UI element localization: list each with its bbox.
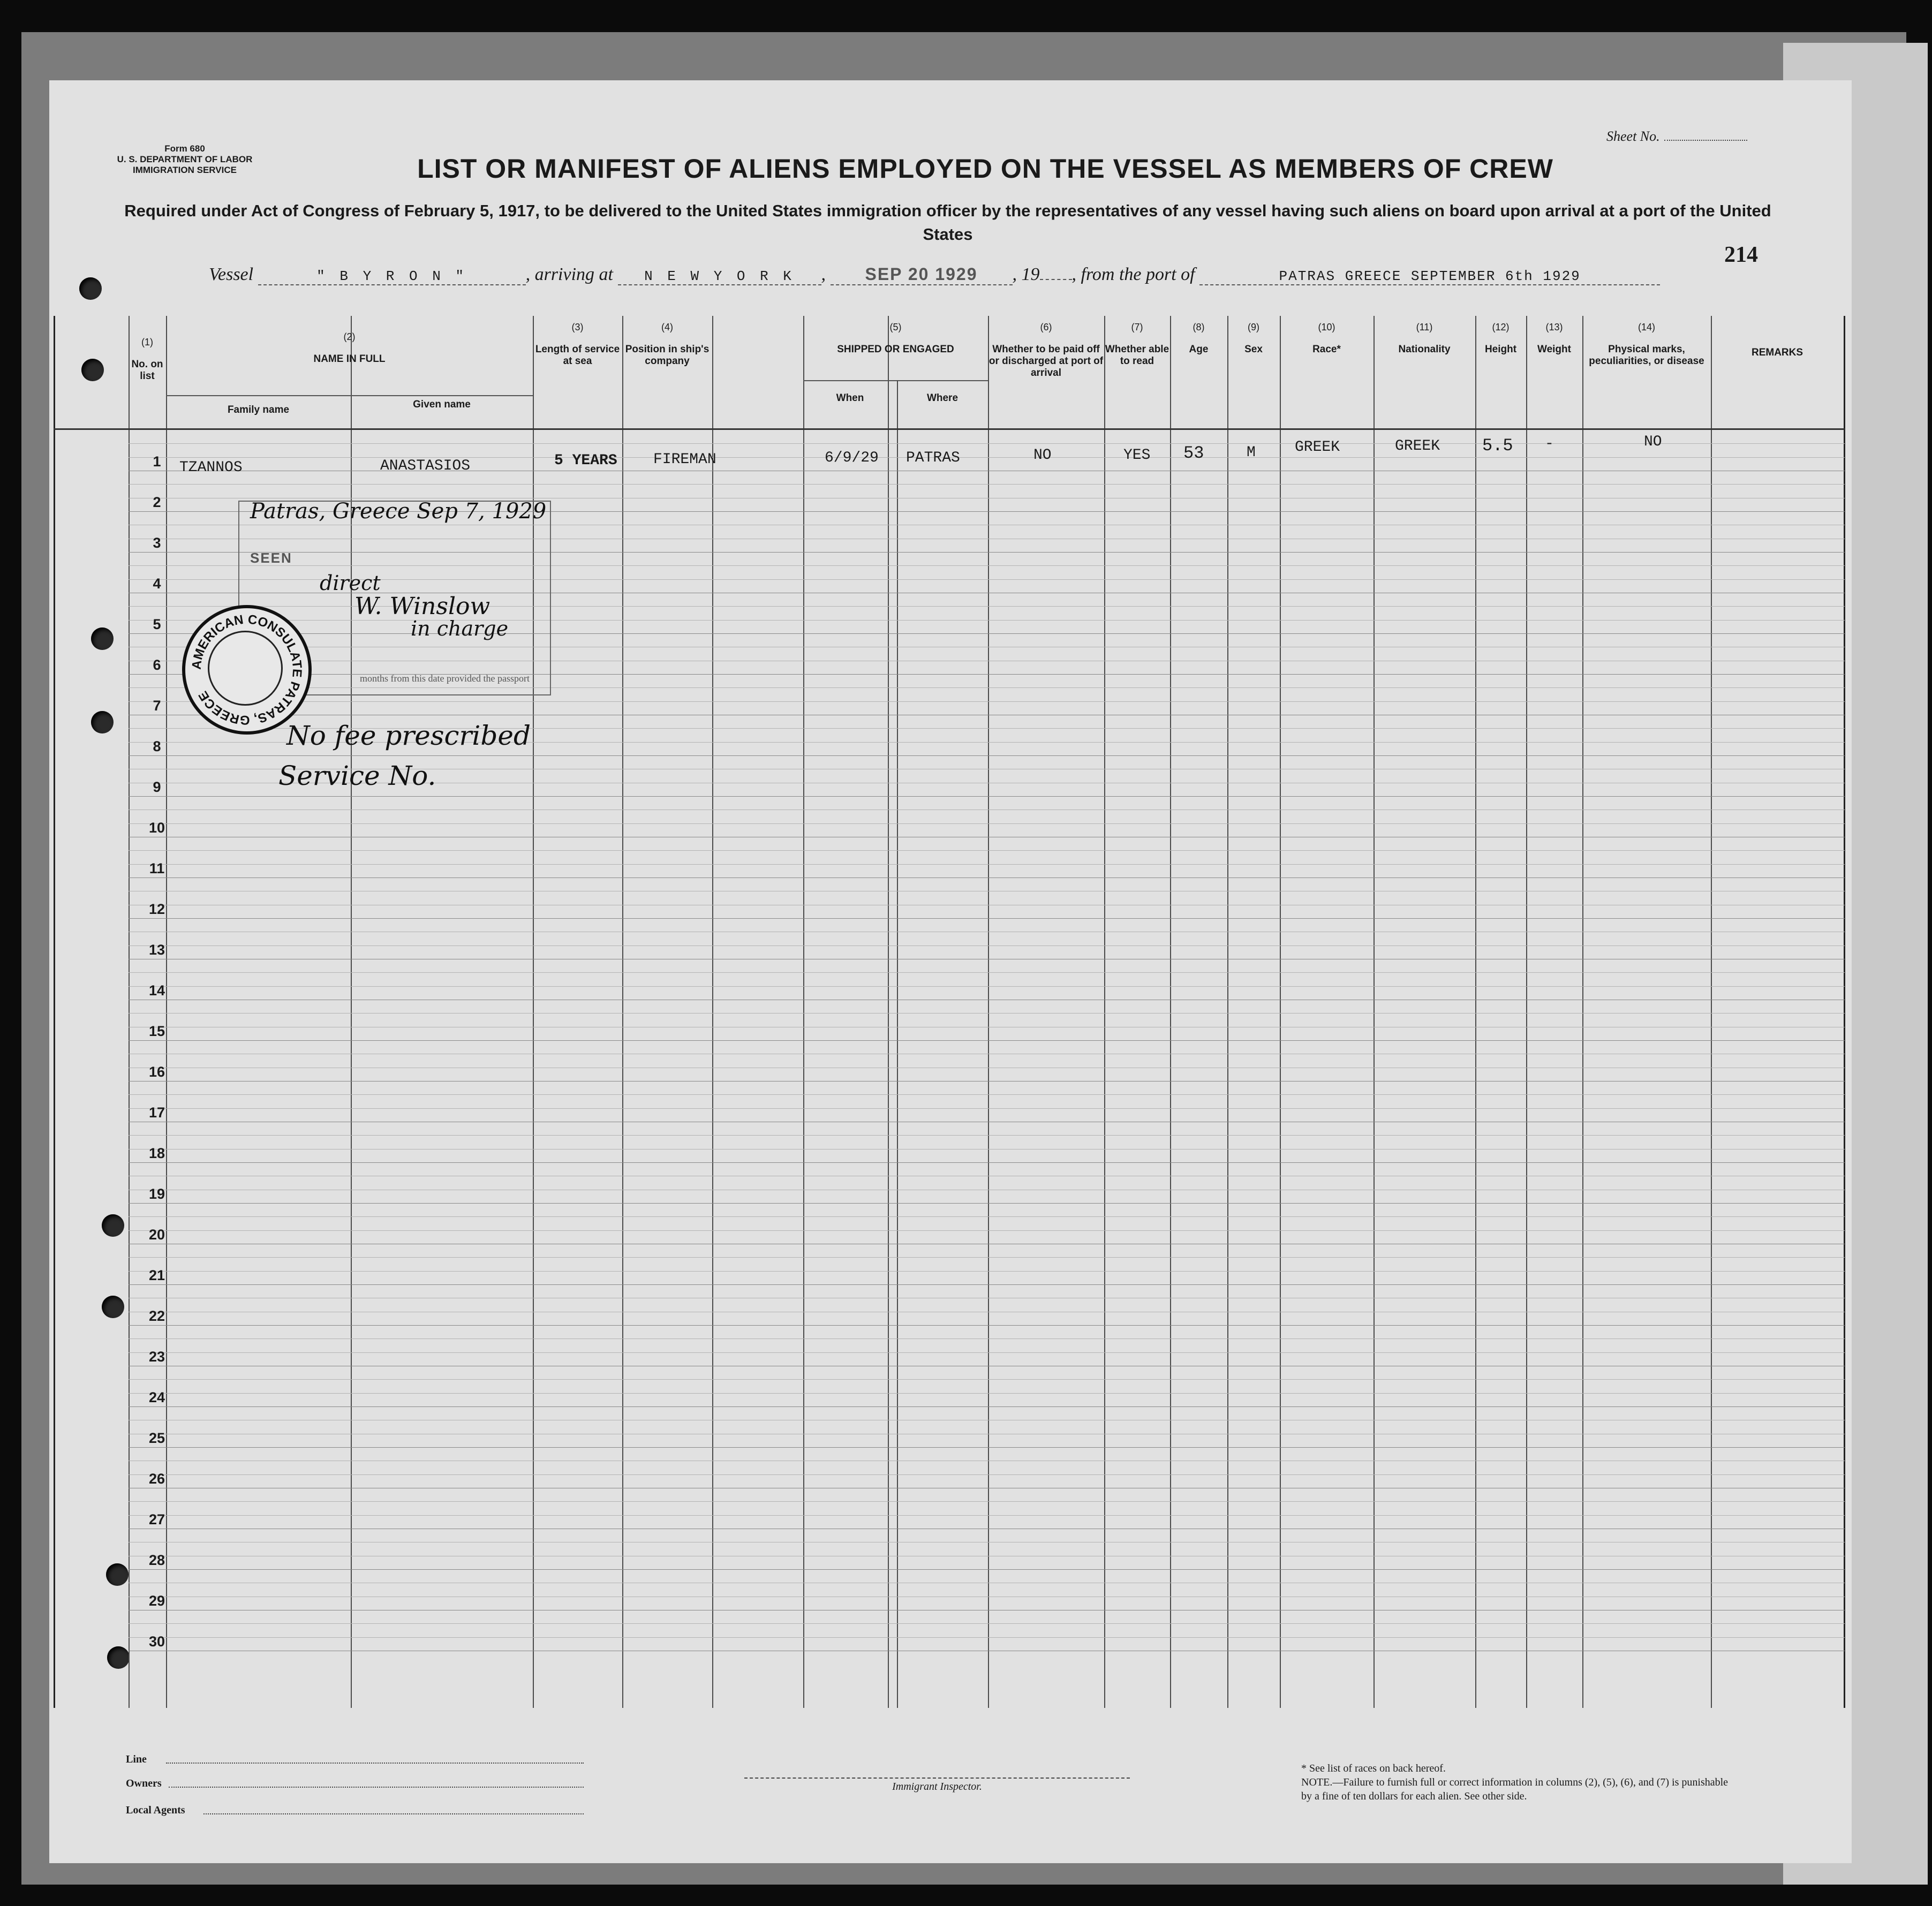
row-line xyxy=(129,1162,1845,1163)
row-line xyxy=(129,1325,1845,1326)
row-subdivision-line xyxy=(129,1094,1845,1095)
visa-validity-text: months from this date provided the passport xyxy=(360,673,530,684)
row-line xyxy=(129,755,1845,756)
row-subdivision-line xyxy=(129,1257,1845,1258)
col-nationality-header: (11) Nationality xyxy=(1398,322,1451,355)
row-subdivision-line xyxy=(129,1637,1845,1638)
col-name-header: (2) NAME IN FULL xyxy=(313,331,386,365)
row-number: 2 xyxy=(153,494,161,510)
visa-seen-label: SEEN xyxy=(250,550,292,566)
col-shipped-header: (5) SHIPPED OR ENGAGED xyxy=(837,322,954,355)
col-sex-header: (9) Sex xyxy=(1244,322,1263,355)
row-number: 21 xyxy=(148,1267,165,1283)
owners-blank xyxy=(169,1786,584,1788)
col-marks-label: Physical marks, peculiarities, or disease xyxy=(1589,344,1704,367)
sheet-no-label: Sheet No. xyxy=(1606,128,1660,144)
visa-place-date: Patras, Greece Sep 7, 1929 xyxy=(250,499,547,524)
row-subdivision-line xyxy=(129,1501,1845,1502)
page-number: 214 xyxy=(1724,243,1758,267)
owners-label: Owners xyxy=(126,1778,162,1789)
name-subheader-rule xyxy=(166,395,533,396)
from-port: PATRAS GREECE SEPTEMBER 6th 1929 xyxy=(1199,268,1660,285)
row-line xyxy=(129,1203,1845,1204)
cell-race: GREEK xyxy=(1295,439,1340,456)
local-agents-blank xyxy=(203,1812,584,1814)
cell-nationality: GREEK xyxy=(1395,438,1440,455)
row-subdivision-line xyxy=(129,1393,1845,1394)
year-label: , 19 xyxy=(1012,264,1040,284)
row-number: 18 xyxy=(148,1145,165,1161)
row-subdivision-line xyxy=(129,972,1845,973)
col-read-header: (7) Whether able to read xyxy=(1105,322,1169,367)
cell-sex: M xyxy=(1247,444,1256,461)
col-position-header: (4) Position in ship's company xyxy=(625,322,710,367)
row-number: 19 xyxy=(148,1186,165,1202)
row-number: 26 xyxy=(148,1471,165,1487)
fee-note-line-2: Service No. xyxy=(278,760,436,791)
row-number: 12 xyxy=(148,901,165,917)
manifest-footer xyxy=(54,1708,1845,1858)
row-number: 23 xyxy=(148,1349,165,1365)
department-name: U. S. DEPARTMENT OF LABOR xyxy=(117,154,253,164)
arrival-date-stamp: SEP 20 1929 xyxy=(831,264,1013,285)
shipped-subheader-rule xyxy=(803,380,988,381)
cell-position: FIREMAN xyxy=(653,451,716,468)
service-name: IMMIGRATION SERVICE xyxy=(133,165,237,175)
col-given-header: Given name xyxy=(413,399,471,410)
row-number: 30 xyxy=(148,1633,165,1650)
vessel-label: Vessel xyxy=(209,264,254,284)
row-line xyxy=(129,1040,1845,1041)
col-length-label: Length of service at sea xyxy=(535,344,620,367)
row-subdivision-line xyxy=(129,1135,1845,1136)
consul-signature: W. Winslow xyxy=(354,593,490,620)
local-agents-label: Local Agents xyxy=(126,1804,185,1816)
row-subdivision-line xyxy=(129,484,1845,485)
line-label: Line xyxy=(126,1753,147,1765)
row-line xyxy=(129,1284,1845,1285)
row-number: 13 xyxy=(148,942,165,958)
row-subdivision-line xyxy=(129,1379,1845,1380)
vessel-line: Vessel " B Y R O N " , arriving at N E W Y O R K , SEP 20 1929 , 19 , from the port of PATRAS GREECE SEPTEMBER 6th 1929 xyxy=(209,264,1805,285)
row-number: 4 xyxy=(153,576,161,592)
vessel-name: " B Y R O N " xyxy=(258,268,526,285)
cell-age: 53 xyxy=(1183,443,1204,463)
col-paid-header: (6) Whether to be paid off or discharged at port of arrival xyxy=(988,322,1104,379)
immigrant-inspector-signature-line: Immigrant Inspector. xyxy=(744,1778,1130,1793)
row-number: 15 xyxy=(148,1023,165,1039)
row-subdivision-line xyxy=(129,1108,1845,1109)
col-remarks-header: REMARKS xyxy=(1751,347,1803,358)
col-race-header: (10) Race* xyxy=(1312,322,1341,355)
from-port-label: , from the port of xyxy=(1071,264,1195,284)
row-line xyxy=(129,918,1845,919)
race-note: * See list of races on back hereof. xyxy=(1301,1763,1446,1774)
row-line xyxy=(129,1447,1845,1448)
row-number: 14 xyxy=(148,982,165,999)
cell-paid-off: NO xyxy=(1033,447,1052,464)
row-subdivision-line xyxy=(129,1216,1845,1217)
arriving-port: N E W Y O R K xyxy=(618,268,821,285)
punch-hole xyxy=(79,277,102,300)
svg-text:AMERICAN CONSULATE PATRAS, GR: AMERICAN CONSULATE PATRAS, GREECE xyxy=(189,612,305,728)
year-blank xyxy=(1040,279,1072,280)
col-sex-label: Sex xyxy=(1244,344,1263,355)
row-number: 6 xyxy=(153,657,161,673)
footer-notes xyxy=(1301,1761,1740,1803)
row-number: 28 xyxy=(148,1552,165,1568)
row-number: 16 xyxy=(148,1064,165,1080)
row-number: 9 xyxy=(153,779,161,795)
header-bottom-rule xyxy=(54,428,1845,430)
row-subdivision-line xyxy=(129,1515,1845,1516)
col-nationality-label: Nationality xyxy=(1398,344,1451,355)
row-number: 22 xyxy=(148,1308,165,1324)
cell-physical-marks: NO xyxy=(1644,434,1662,450)
american-consulate-seal xyxy=(182,605,312,735)
cell-length: 5 YEARS xyxy=(554,452,617,469)
cell-given-name: ANASTASIOS xyxy=(380,458,471,474)
col-no-label: No. on list xyxy=(131,359,163,382)
row-number: 7 xyxy=(153,698,161,714)
row-number: 8 xyxy=(153,738,161,754)
sheet-number-field xyxy=(1606,128,1747,145)
row-subdivision-line xyxy=(129,1271,1845,1272)
col-race-label: Race* xyxy=(1312,344,1341,355)
visa-via-route: direct xyxy=(320,571,381,595)
col-name-label: NAME IN FULL xyxy=(313,353,386,365)
row-number: 20 xyxy=(148,1227,165,1243)
row-subdivision-line xyxy=(129,1352,1845,1353)
fee-note-line-1: No fee prescribed xyxy=(286,720,531,751)
col-age-header: (8) Age xyxy=(1189,322,1209,355)
cell-family-name: TZANNOS xyxy=(179,459,243,476)
row-number: 10 xyxy=(148,820,165,836)
col-position-label: Position in ship's company xyxy=(625,344,710,367)
row-subdivision-line xyxy=(129,850,1845,851)
col-shipped-label: SHIPPED OR ENGAGED xyxy=(837,344,954,355)
row-number: 25 xyxy=(148,1430,165,1446)
col-no-header: (1) No. on list xyxy=(131,337,163,382)
penalty-note: NOTE.—Failure to furnish full or correct information in columns (2), (5), (6), and (7) is punishable by a fine of ten dollars for each alien. See other side. xyxy=(1301,1776,1729,1802)
row-line xyxy=(129,1569,1845,1570)
col-marks-header: (14) Physical marks, peculiarities, or disease xyxy=(1589,322,1704,367)
table-border-left xyxy=(54,316,55,1708)
row-subdivision-line xyxy=(129,823,1845,824)
form-number: Form 680 xyxy=(164,143,205,154)
col-paid-label: Whether to be paid off or discharged at port of arrival xyxy=(988,344,1104,379)
row-subdivision-line xyxy=(129,1623,1845,1624)
document-subtitle: Required under Act of Congress of February 5, 1917, to be delivered to the United States immigration officer by the representatives of any vessel having such aliens on board upon arrival at a port of the United States xyxy=(124,201,1771,244)
document-title: LIST OR MANIFEST OF ALIENS EMPLOYED ON THE VESSEL AS MEMBERS OF CREW xyxy=(417,154,1553,184)
row-number: 17 xyxy=(148,1105,165,1121)
row-subdivision-line xyxy=(129,864,1845,865)
col-read-label: Whether able to read xyxy=(1105,344,1169,367)
row-subdivision-line xyxy=(129,1230,1845,1231)
row-subdivision-line xyxy=(129,443,1845,444)
col-height-label: Height xyxy=(1484,344,1517,355)
row-number: 24 xyxy=(148,1389,165,1405)
line-blank xyxy=(166,1761,584,1764)
cell-when: 6/9/29 xyxy=(825,450,879,466)
col-age-label: Age xyxy=(1189,344,1209,355)
cell-height: 5.5 xyxy=(1482,436,1513,456)
row-subdivision-line xyxy=(129,701,1845,702)
col-length-header: (3) Length of service at sea xyxy=(535,322,620,367)
row-number: 5 xyxy=(153,616,161,632)
cell-able-to-read: YES xyxy=(1123,447,1151,464)
seal-inner-ring xyxy=(208,631,283,706)
row-line xyxy=(129,1406,1845,1407)
col-height-header: (12) Height xyxy=(1484,322,1517,355)
col-weight-label: Weight xyxy=(1537,344,1571,355)
sheet-no-blank xyxy=(1664,130,1747,141)
arriving-label: , arriving at xyxy=(525,264,613,284)
col-where-header: Where xyxy=(926,392,959,404)
row-number: 11 xyxy=(149,860,165,876)
visa-in-charge: in charge xyxy=(411,617,509,640)
row-number: 3 xyxy=(153,535,161,551)
row-number: 1 xyxy=(153,453,161,470)
row-number: 27 xyxy=(148,1511,165,1527)
col-weight-header: (13) Weight xyxy=(1537,322,1571,355)
col-family-header: Family name xyxy=(227,404,290,415)
row-number: 29 xyxy=(148,1593,165,1609)
row-subdivision-line xyxy=(129,986,1845,987)
col-when-header: When xyxy=(836,392,864,404)
row-line xyxy=(129,796,1845,797)
row-subdivision-line xyxy=(129,1338,1845,1339)
row-subdivision-line xyxy=(129,1474,1845,1475)
cell-where: PATRAS xyxy=(906,450,960,466)
cell-weight: - xyxy=(1545,436,1554,452)
